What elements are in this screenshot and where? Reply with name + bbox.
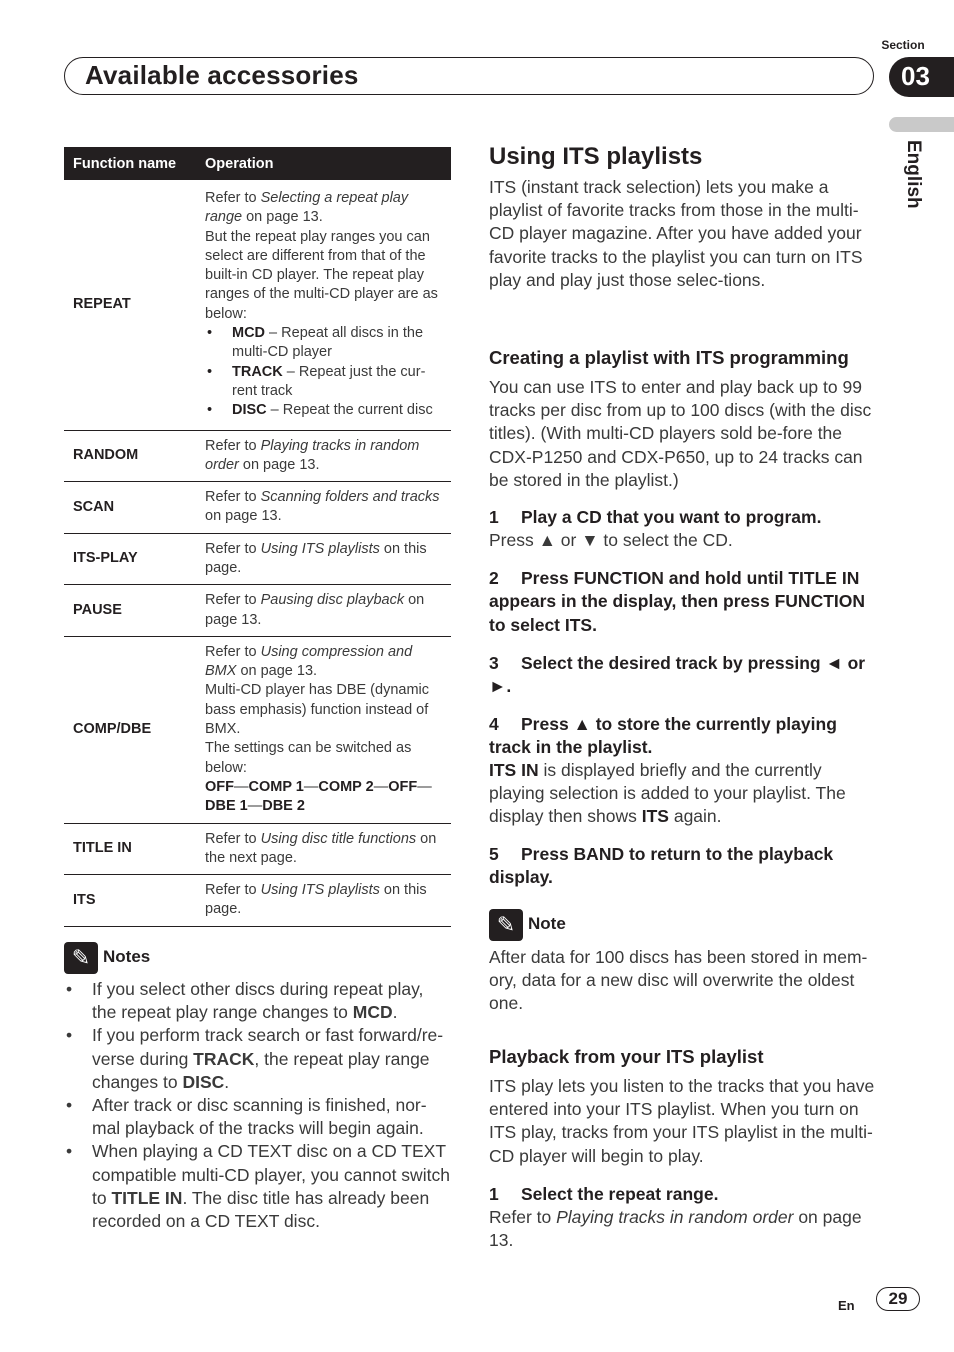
operation-text: Multi-CD player has DBE (dynamic bass emphasis) function instead of BMX. [205,682,430,738]
step-2: 2 Press FUNCTION and hold until TITLE IN appears in the display, then press FUNCTION to select ITS. [489,568,866,635]
list-item: • If you select other discs during repeat play, the repeat play range changes to MCD. [66,979,424,1023]
list-item: • When playing a CD TEXT disc on a CD TEXT compatible multi-CD player, you cannot switch to TITLE IN. The disc title has already been recorded on a CD TEXT disc. [66,1141,450,1232]
pencil-icon: ✎ [64,942,98,974]
column-header-function: Function name [64,147,195,180]
table-row [64,875,451,927]
notes-list [64,978,450,1233]
footer-language: En [838,1298,855,1313]
table-header-row [64,147,451,180]
operation-cell: Refer to Pausing disc playback on page 13. [195,585,451,637]
list-item: • MCD – Repeat all discs in the multi-CD player [207,325,424,361]
language-label: English [903,140,924,209]
table-row [64,823,451,875]
list-item: • TRACK – Repeat just the cur-rent track [207,363,426,399]
playback-step-1: 1 Select the repeat range. [489,1184,719,1204]
language-tab [889,117,954,132]
page-number: 29 [876,1287,920,1311]
operation-text: The settings can be switched as below: [205,740,412,776]
function-table [64,147,451,927]
pencil-icon: ✎ [489,909,523,941]
list-item: • After track or disc scanning is finished, nor-mal playback of the tracks will begin again. [66,1095,427,1139]
subsection-heading: Creating a playlist with ITS programming [489,347,849,368]
creating-paragraph: You can use ITS to enter and play back up to 99 tracks per disc from up to 100 discs (with the disc titles). (With multi-CD players sold be-fore the CDX-P1250 and CDX-P650, up to 24 tracks can be stored in the playlist.) [489,377,872,490]
page-title: Available accessories [85,60,359,90]
table-row [64,430,451,482]
operation-cell: Refer to Using compression and BMX on page 13. Multi-CD player has DBE (dynamic bass emphasis) function instead of BMX. The settings can be switched as below: OFF—COMP 1—COMP 2—OFF—DBE 1—DBE 2 [195,636,451,823]
step-1: 1 Play a CD that you want to program. [489,507,822,527]
table-row [64,636,451,823]
section-number-badge [889,57,954,97]
playback-step-1-text: Refer to Playing tracks in random order on page 13. [489,1207,862,1251]
table-row [64,585,451,637]
operation-cell: Refer to Playing tracks in random order on page 13. [195,430,451,482]
note-text: After data for 100 discs has been stored in mem-ory, data for a new disc will overwrite the oldest one. [489,947,868,1014]
operation-cell: Refer to Selecting a repeat play range on page 13. But the repeat play ranges you can select are different from that of the built-in CD player. The repeat play ranges of the multi-CD player are as below: • MCD – Repeat all discs in the multi-CD player • TRACK – Repeat just the cur-rent track • DISC – Repeat the current disc [195,180,451,430]
function-name: ITS [64,875,195,927]
operation-cell: Refer to Scanning folders and tracks on page 13. [195,482,451,534]
operation-cell: Refer to Using ITS playlists on this page. [195,533,451,585]
section-number: 03 [901,61,930,91]
list-item: • DISC – Repeat the current disc [207,402,433,419]
function-name: PAUSE [64,585,195,637]
operation-text: But the repeat play ranges you can select are different from that of the built-in CD player. The repeat play ranges of the multi-CD player are as below: [205,228,438,322]
notes-heading: Notes [103,947,151,966]
step-4-text: ITS IN is displayed briefly and the currently playing selection is added to your playlist. The display then shows ITS again. [489,760,846,827]
section-label: Section [881,38,925,52]
setting-sequence: OFF—COMP 1—COMP 2—OFF—DBE 1—DBE 2 [205,778,432,815]
subsection-heading: Playback from your ITS playlist [489,1046,764,1067]
playback-paragraph: ITS play lets you listen to the tracks that you have entered into your ITS playlist. When you turn on ITS play, tracks from your ITS playlist in the multi-CD player will begin to play. [489,1076,875,1166]
function-name: COMP/DBE [64,636,195,823]
step-5: 5 Press BAND to return to the playback display. [489,844,834,888]
function-name: ITS-PLAY [64,533,195,585]
list-item: • If you perform track search or fast forward/re-verse during TRACK, the repeat play range changes to DISC. [66,1025,444,1092]
function-name: REPEAT [64,180,195,430]
column-header-operation: Operation [195,147,451,180]
title-bar [64,57,874,95]
operation-cell: Refer to Using ITS playlists on this page. [195,875,451,927]
function-name: RANDOM [64,430,195,482]
table-row [64,482,451,534]
function-name: SCAN [64,482,195,534]
section-heading: Using ITS playlists [489,143,703,170]
table-row [64,180,451,430]
step-3: 3 Select the desired track by pressing ◄ or ►. [489,653,866,697]
step-1-text: Press ▲ or ▼ to select the CD. [489,530,733,550]
operation-cell: Refer to Using disc title functions on the next page. [195,823,451,875]
table-row [64,533,451,585]
intro-paragraph: ITS (instant track selection) lets you make a playlist of favorite tracks from those in the multi-CD player magazine. After you have added your favorite tracks to the playlist you can turn on ITS play and play just those selec-tions. [489,177,863,290]
function-name: TITLE IN [64,823,195,875]
step-4: 4 Press ▲ to store the currently playing track in the playlist. [489,714,837,758]
note-heading: Note [528,914,566,933]
